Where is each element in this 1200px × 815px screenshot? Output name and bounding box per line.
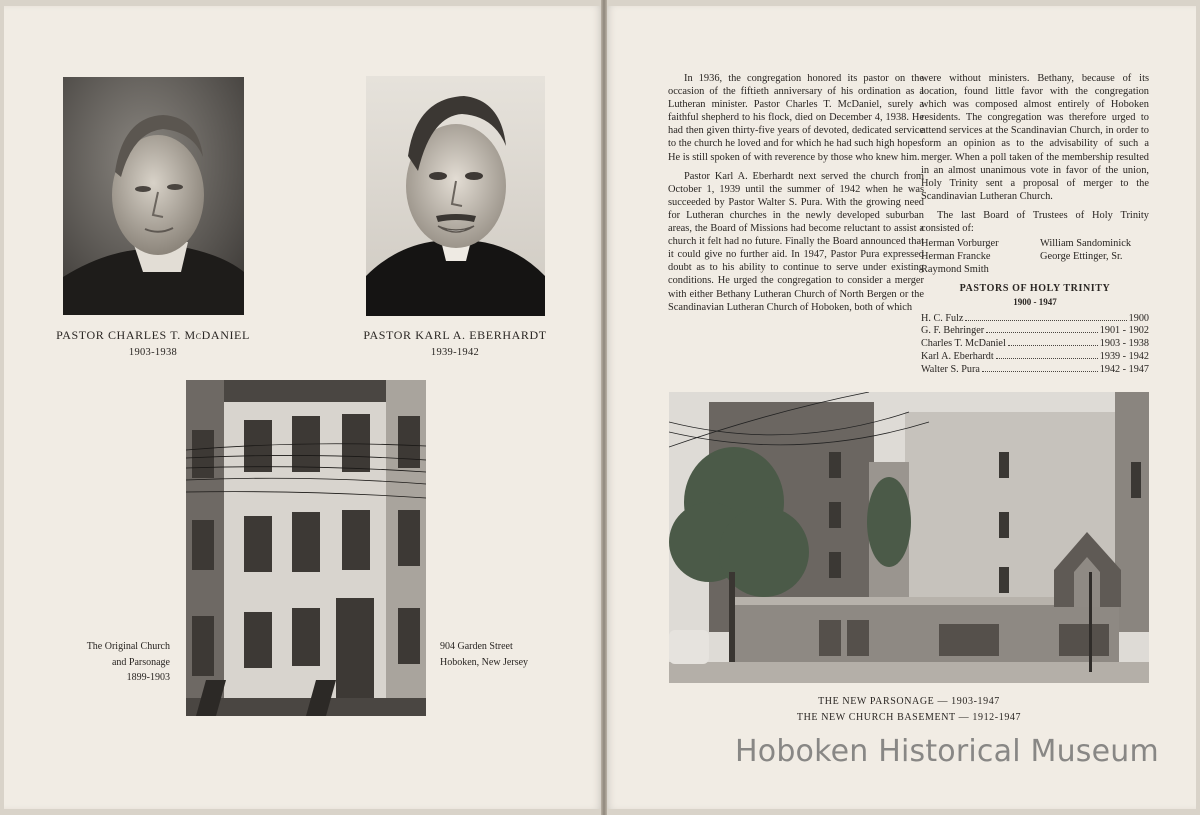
pastor-list-years: 1939 - 1942: [1099, 350, 1149, 362]
list-item: [921, 338, 1149, 351]
caption-line: 1899-1903: [126, 672, 170, 683]
pastor-list-years: 1942 - 1947: [1099, 363, 1149, 375]
trustee-name: William Sandominick: [1040, 238, 1132, 250]
address-caption: [440, 639, 570, 670]
pastor-years: 1939-1942: [430, 346, 480, 358]
pastor-years: 1903-1938: [128, 346, 178, 358]
trustee-name: Herman Vorburger: [921, 238, 999, 250]
leader-dots: [986, 332, 1098, 333]
trustees-list: [921, 237, 1149, 276]
portrait-mcdaniel-caption: [40, 326, 266, 361]
caption-line: and Parsonage: [111, 656, 170, 668]
new-parsonage-caption: [669, 694, 1149, 726]
pastor-list-years: 1901 - 1902: [1099, 325, 1149, 337]
pastors-list: [921, 313, 1149, 377]
portrait-mcdaniel: [63, 77, 244, 315]
trustee-name: Raymond Smith: [921, 264, 989, 276]
paragraph: were without ministers. Bethany, because of its location, found little favor with the congregation which was composed almost entirely of Hoboken residents. The congregation was therefore urged to attend services at the Scandinavian Church, in order to form an opinion as to the advisability of such a merger. When a poll taken of the membership resulted in an almost unanimous vote in favor of the union, Holy Trinity sent a proposal of merger to the Scandinavian Lutheran Church.: [921, 73, 1149, 202]
caption-line: THE NEW PARSONAGE — 1903-1947: [818, 696, 1000, 707]
trustee-name: George Ettinger, Sr.: [1040, 251, 1123, 263]
portrait-eberhardt-caption: [345, 326, 565, 361]
pastor-list-years: 1900: [1128, 312, 1149, 324]
portrait-eberhardt: [366, 76, 545, 316]
museum-watermark: Hoboken Historical Museum: [735, 734, 1159, 769]
list-item: [921, 325, 1149, 338]
paragraph: In 1936, the congregation honored its pastor on the occasion of the fiftieth anniversary of his ordination as a Lutheran minister. Pastor Charles T. McDaniel, surely a faithful shepherd to his flock, died on December 4, 1938. He had then given thirty-five years of devoted, dedicated service to the church he loved and for which he had such high hopes. He is still spoken of with reverence by those who knew him.: [668, 73, 924, 163]
pastor-name: PASTOR KARL A. EBERHARDT: [363, 328, 547, 342]
caption-line: Hoboken, New Jersey: [440, 656, 529, 668]
trustee-name: [1040, 263, 1149, 276]
original-church-photo: [186, 380, 426, 716]
leader-dots: [965, 320, 1126, 321]
original-church-caption: [60, 639, 170, 686]
leader-dots: [996, 358, 1098, 359]
caption-line: The Original Church: [86, 641, 170, 652]
pastor-list-name: Walter S. Pura: [921, 363, 980, 375]
pastor-name: PASTOR CHARLES T. McDANIEL: [56, 328, 250, 342]
pastor-list-name: G. F. Behringer: [921, 325, 985, 337]
caption-line: 904 Garden Street: [440, 641, 513, 652]
paragraph: The last Board of Trustees of Holy Trinity consisted of:: [921, 209, 1149, 235]
list-item: [921, 313, 1149, 326]
list-item: [921, 351, 1149, 364]
leader-dots: [1008, 345, 1098, 346]
list-item: [921, 364, 1149, 377]
pastor-list-name: H. C. Fulz: [921, 312, 964, 324]
book-spine: [601, 0, 607, 815]
pastors-years: 1900 - 1947: [1013, 296, 1057, 307]
trustee-name: Herman Francke: [921, 251, 991, 263]
text-column-1: [668, 72, 924, 320]
new-parsonage-photo: [669, 392, 1149, 683]
caption-line: THE NEW CHURCH BASEMENT — 1912-1947: [796, 712, 1022, 723]
pastors-heading: PASTORS OF HOLY TRINITY: [959, 283, 1111, 295]
text-column-2: [921, 72, 1149, 377]
pastor-list-name: Karl A. Eberhardt: [921, 350, 994, 362]
leader-dots: [982, 371, 1098, 372]
paragraph: Pastor Karl A. Eberhardt next served the church from October 1, 1939 until the summer of 1942 when he was succeeded by Pastor Walter S. Pura. With the growing need for Lutheran churches in the newly developed suburban areas, the Board of Missions had become reluctant to assist a church it felt had no future. Finally the Board announced that it could give no further aid. In 1947, Pastor Pura expressed doubt as to his ability to continue to serve under existing conditions. He urged the congregation to consider a merger with either Bethany Lutheran Church of North Bergen or the Scandinavian Lutheran Church of Hoboken, both of which: [668, 170, 924, 313]
pastor-list-years: 1903 - 1938: [1099, 338, 1149, 350]
pastor-list-name: Charles T. McDaniel: [921, 338, 1006, 350]
